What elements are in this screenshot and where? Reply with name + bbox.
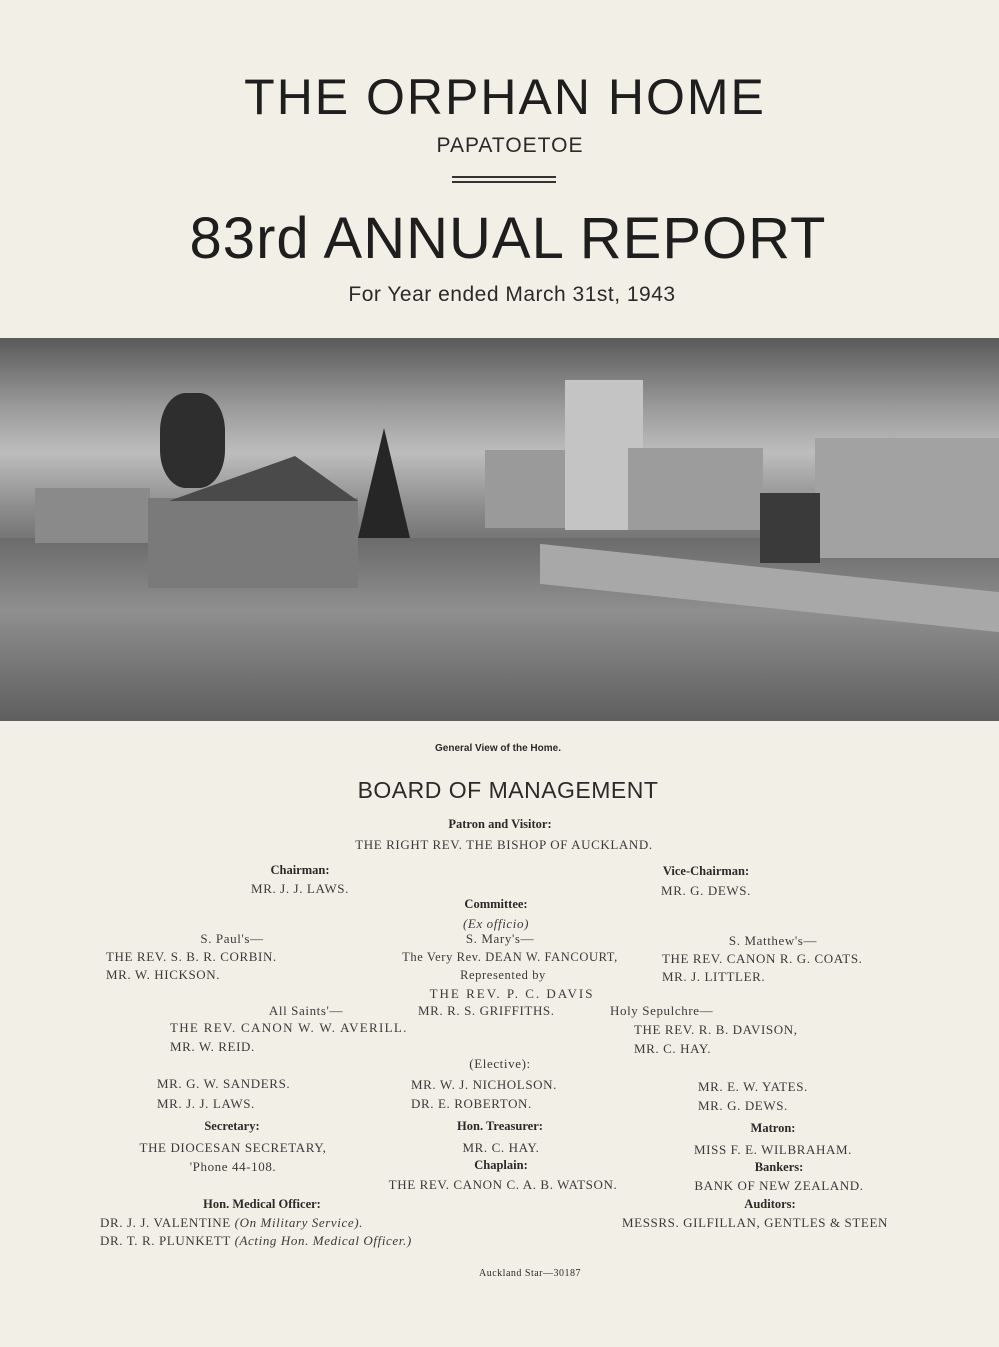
secretary-phone: 'Phone 44-108. (189, 1159, 277, 1174)
treasurer-label: Hon. Treasurer: (457, 1119, 543, 1133)
committee-label: Committee: (464, 897, 528, 911)
member: THE REV. R. B. DAVISON, (634, 1022, 798, 1037)
member: THE REV. S. B. R. CORBIN. (106, 949, 277, 964)
medical-officer (100, 1215, 363, 1231)
member: MR. J. LITTLER. (662, 969, 766, 984)
title: THE ORPHAN HOME (244, 69, 766, 125)
patron-label: Patron and Visitor: (448, 817, 552, 831)
member: MR. R. S. GRIFFITHS. (418, 1003, 555, 1018)
secretary-label: Secretary: (204, 1119, 260, 1133)
member: THE REV. CANON R. G. COATS. (662, 951, 863, 966)
st-matthews-label: S. Matthew's— (728, 933, 818, 948)
st-pauls-label: S. Paul's— (200, 931, 264, 946)
member: MR. G. DEWS. (698, 1098, 788, 1113)
st-marys-label: S. Mary's— (465, 931, 535, 946)
member: THE REV. P. C. DAVIS (429, 986, 595, 1001)
matron-label: Matron: (750, 1121, 796, 1135)
secretary: THE DIOCESAN SECRETARY, (139, 1140, 327, 1155)
member: MR. J. J. LAWS. (157, 1096, 255, 1111)
chairman: MR. J. J. LAWS. (251, 881, 349, 896)
member: Represented by (460, 968, 546, 982)
member: MR. E. W. YATES. (698, 1079, 808, 1094)
medical-officer (100, 1233, 412, 1249)
photo-caption: General View of the Home. (435, 743, 561, 754)
member: DR. E. ROBERTON. (411, 1096, 532, 1111)
medical-officer-name: DR. J. J. VALENTINE (100, 1215, 231, 1230)
divider (452, 176, 556, 178)
member: The Very Rev. DEAN W. FANCOURT, (402, 950, 618, 964)
matron: MISS F. E. WILBRAHAM. (694, 1142, 852, 1157)
chaplain-label: Chaplain: (474, 1158, 528, 1172)
member: MR. G. W. SANDERS. (157, 1076, 291, 1091)
vice-chairman-label: Vice-Chairman: (662, 864, 750, 878)
all-saints-label: All Saints'— (268, 1003, 344, 1018)
report-period: For Year ended March 31st, 1943 (348, 283, 676, 306)
board-title: BOARD OF MANAGEMENT (357, 777, 659, 803)
medical-officer-note: (Acting Hon. Medical Officer.) (234, 1233, 412, 1248)
chairman-label: Chairman: (270, 863, 330, 877)
medical-officer-note: (On Military Service). (234, 1215, 364, 1230)
treasurer: MR. C. HAY. (462, 1140, 540, 1155)
holy-sepulchre-label: Holy Sepulchre— (610, 1003, 714, 1018)
medical-officer-name: DR. T. R. PLUNKETT (100, 1233, 231, 1248)
member: THE REV. CANON W. W. AVERILL. (170, 1020, 408, 1035)
patron: THE RIGHT REV. THE BISHOP OF AUCKLAND. (355, 837, 653, 852)
auditors: MESSRS. GILFILLAN, GENTLES & STEEN (622, 1215, 888, 1230)
member: MR. C. HAY. (634, 1041, 712, 1056)
ex-officio: (Ex officio) (462, 916, 530, 931)
vice-chairman: MR. G. DEWS. (661, 883, 751, 898)
divider (452, 181, 556, 183)
report-title: 83rd ANNUAL REPORT (189, 206, 827, 271)
location: PAPATOETOE (436, 134, 584, 157)
auditors-label: Auditors: (744, 1197, 796, 1211)
chaplain: THE REV. CANON C. A. B. WATSON. (388, 1177, 618, 1192)
bankers: BANK OF NEW ZEALAND. (694, 1178, 864, 1193)
bankers-label: Bankers: (754, 1160, 804, 1174)
home-photograph (0, 338, 999, 721)
member: MR. W. REID. (170, 1039, 255, 1054)
printer-imprint: Auckland Star—30187 (479, 1268, 581, 1279)
medical-officer-label: Hon. Medical Officer: (203, 1197, 321, 1211)
member: MR. W. HICKSON. (106, 967, 221, 982)
member: MR. W. J. NICHOLSON. (411, 1077, 557, 1092)
elective-label: (Elective): (469, 1056, 531, 1071)
